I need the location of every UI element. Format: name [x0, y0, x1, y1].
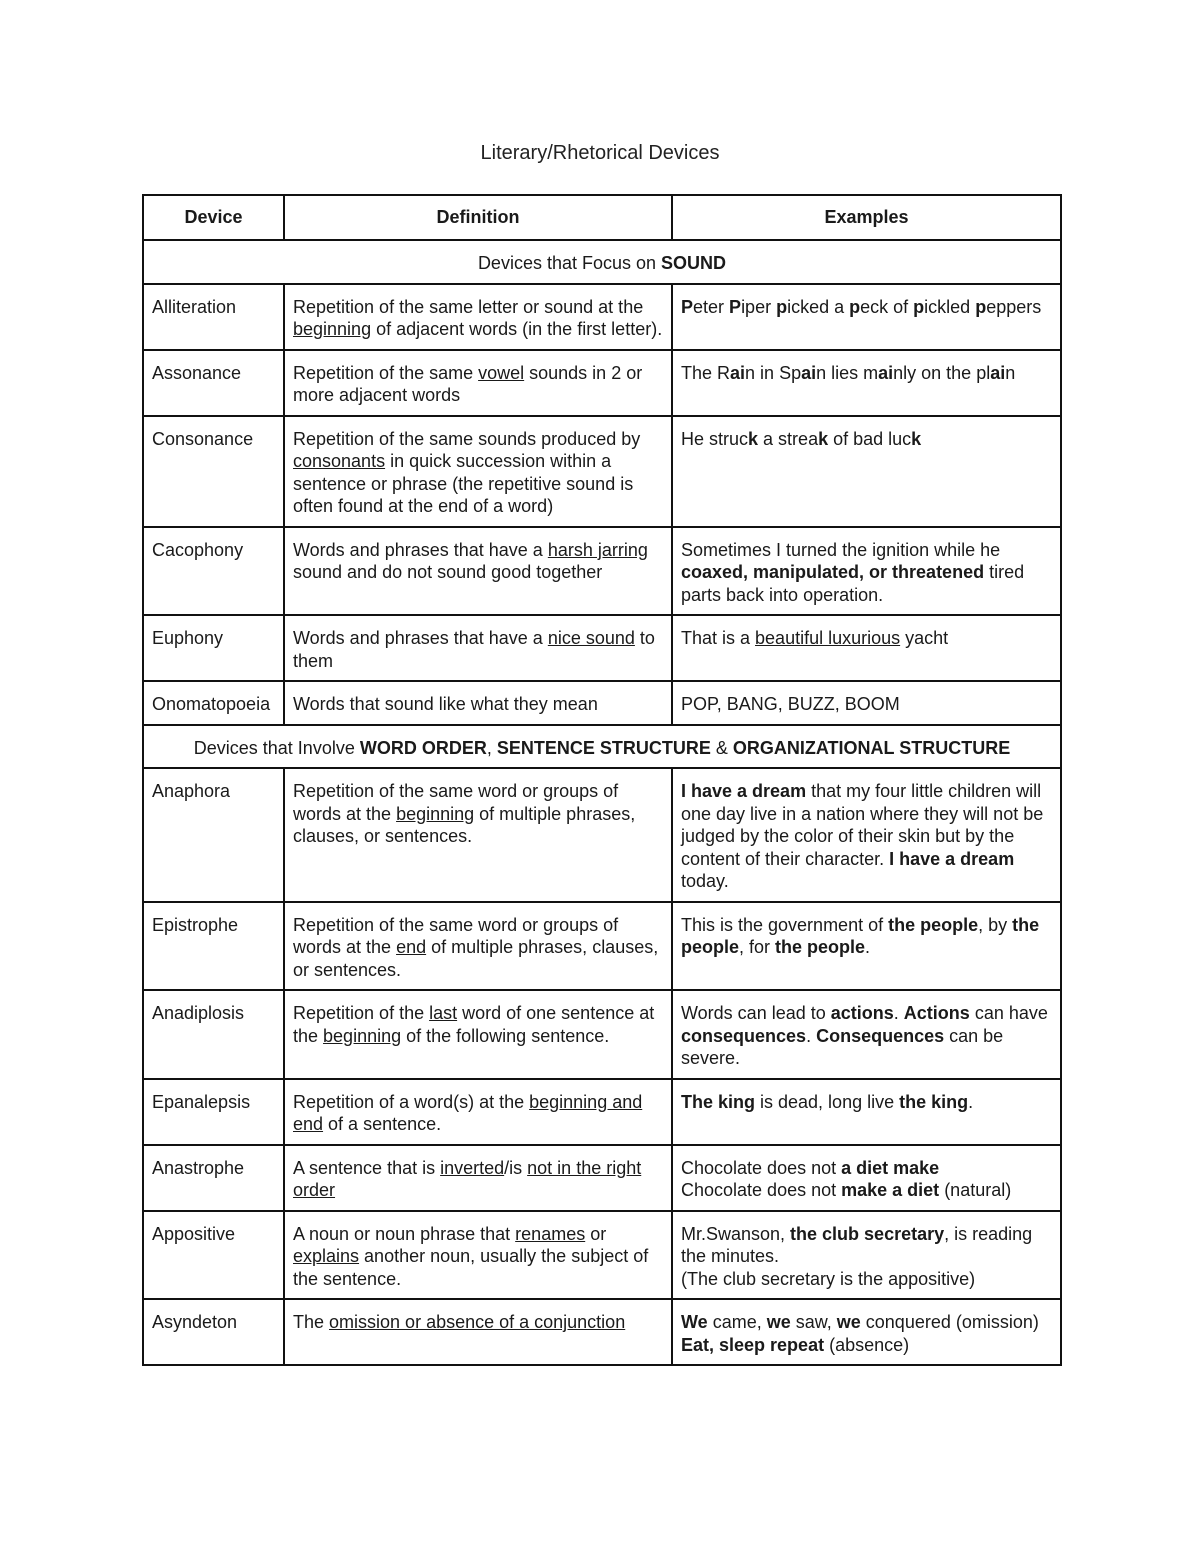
- table-row: [143, 284, 1061, 350]
- device-definition: Words and phrases that have a harsh jarring sound and do not sound good together: [284, 527, 672, 616]
- device-example: The king is dead, long live the king.: [672, 1079, 1061, 1145]
- device-definition: The omission or absence of a conjunction: [284, 1299, 672, 1365]
- table-row: [143, 990, 1061, 1079]
- device-definition: A noun or noun phrase that renames or explains another noun, usually the subject of the sentence.: [284, 1211, 672, 1300]
- device-definition: A sentence that is inverted/is not in the right order: [284, 1145, 672, 1211]
- table-row: [143, 768, 1061, 902]
- header-device: Device: [143, 195, 284, 240]
- device-name: Consonance: [143, 416, 284, 527]
- device-name: Alliteration: [143, 284, 284, 350]
- device-name: Asyndeton: [143, 1299, 284, 1365]
- device-example: POP, BANG, BUZZ, BOOM: [672, 681, 1061, 725]
- device-example: He struck a streak of bad luck: [672, 416, 1061, 527]
- table-row: [143, 1299, 1061, 1365]
- section-header-row: [143, 725, 1061, 769]
- section-label: Devices that Involve WORD ORDER, SENTENCE STRUCTURE & ORGANIZATIONAL STRUCTURE: [143, 725, 1061, 769]
- table-row: [143, 902, 1061, 991]
- table-row: [143, 350, 1061, 416]
- device-definition: Words and phrases that have a nice sound to them: [284, 615, 672, 681]
- section-label: Devices that Focus on SOUND: [143, 240, 1061, 284]
- device-name: Anadiplosis: [143, 990, 284, 1079]
- table-row: [143, 527, 1061, 616]
- device-example: Peter Piper picked a peck of pickled peppers: [672, 284, 1061, 350]
- device-example: I have a dream that my four little children will one day live in a nation where they will not be judged by the color of their skin but by the content of their character. I have a dream today.: [672, 768, 1061, 902]
- section-header-row: [143, 240, 1061, 284]
- device-name: Cacophony: [143, 527, 284, 616]
- device-definition: Repetition of the same letter or sound at the beginning of adjacent words (in the first letter).: [284, 284, 672, 350]
- device-example: This is the government of the people, by the people, for the people.: [672, 902, 1061, 991]
- table-row: [143, 1079, 1061, 1145]
- device-name: Epistrophe: [143, 902, 284, 991]
- device-name: Anaphora: [143, 768, 284, 902]
- device-example: The Rain in Spain lies mainly on the plain: [672, 350, 1061, 416]
- device-definition: Words that sound like what they mean: [284, 681, 672, 725]
- device-example: Mr.Swanson, the club secretary, is reading the minutes. (The club secretary is the appositive): [672, 1211, 1061, 1300]
- device-name: Onomatopoeia: [143, 681, 284, 725]
- device-example: Words can lead to actions. Actions can have consequences. Consequences can be severe.: [672, 990, 1061, 1079]
- table-header-row: [143, 195, 1061, 240]
- devices-table: [142, 194, 1062, 1366]
- table-body: [143, 240, 1061, 1365]
- table-row: [143, 1145, 1061, 1211]
- device-definition: Repetition of the last word of one sentence at the beginning of the following sentence.: [284, 990, 672, 1079]
- device-example: That is a beautiful luxurious yacht: [672, 615, 1061, 681]
- device-name: Appositive: [143, 1211, 284, 1300]
- device-name: Anastrophe: [143, 1145, 284, 1211]
- table-row: [143, 1211, 1061, 1300]
- table-row: [143, 615, 1061, 681]
- device-definition: Repetition of a word(s) at the beginning and end of a sentence.: [284, 1079, 672, 1145]
- device-example: Chocolate does not a diet make Chocolate does not make a diet (natural): [672, 1145, 1061, 1211]
- device-example: We came, we saw, we conquered (omission) Eat, sleep repeat (absence): [672, 1299, 1061, 1365]
- table-row: [143, 416, 1061, 527]
- table-row: [143, 681, 1061, 725]
- device-definition: Repetition of the same word or groups of words at the end of multiple phrases, clauses, or sentences.: [284, 902, 672, 991]
- device-definition: Repetition of the same word or groups of words at the beginning of multiple phrases, clauses, or sentences.: [284, 768, 672, 902]
- device-definition: Repetition of the same vowel sounds in 2 or more adjacent words: [284, 350, 672, 416]
- page-title: Literary/Rhetorical Devices: [480, 142, 720, 164]
- device-example: Sometimes I turned the ignition while he coaxed, manipulated, or threatened tired parts back into operation.: [672, 527, 1061, 616]
- device-definition: Repetition of the same sounds produced by consonants in quick succession within a sentence or phrase (the repetitive sound is often found at the end of a word): [284, 416, 672, 527]
- device-name: Euphony: [143, 615, 284, 681]
- header-examples: Examples: [672, 195, 1061, 240]
- header-definition: Definition: [284, 195, 672, 240]
- device-name: Epanalepsis: [143, 1079, 284, 1145]
- device-name: Assonance: [143, 350, 284, 416]
